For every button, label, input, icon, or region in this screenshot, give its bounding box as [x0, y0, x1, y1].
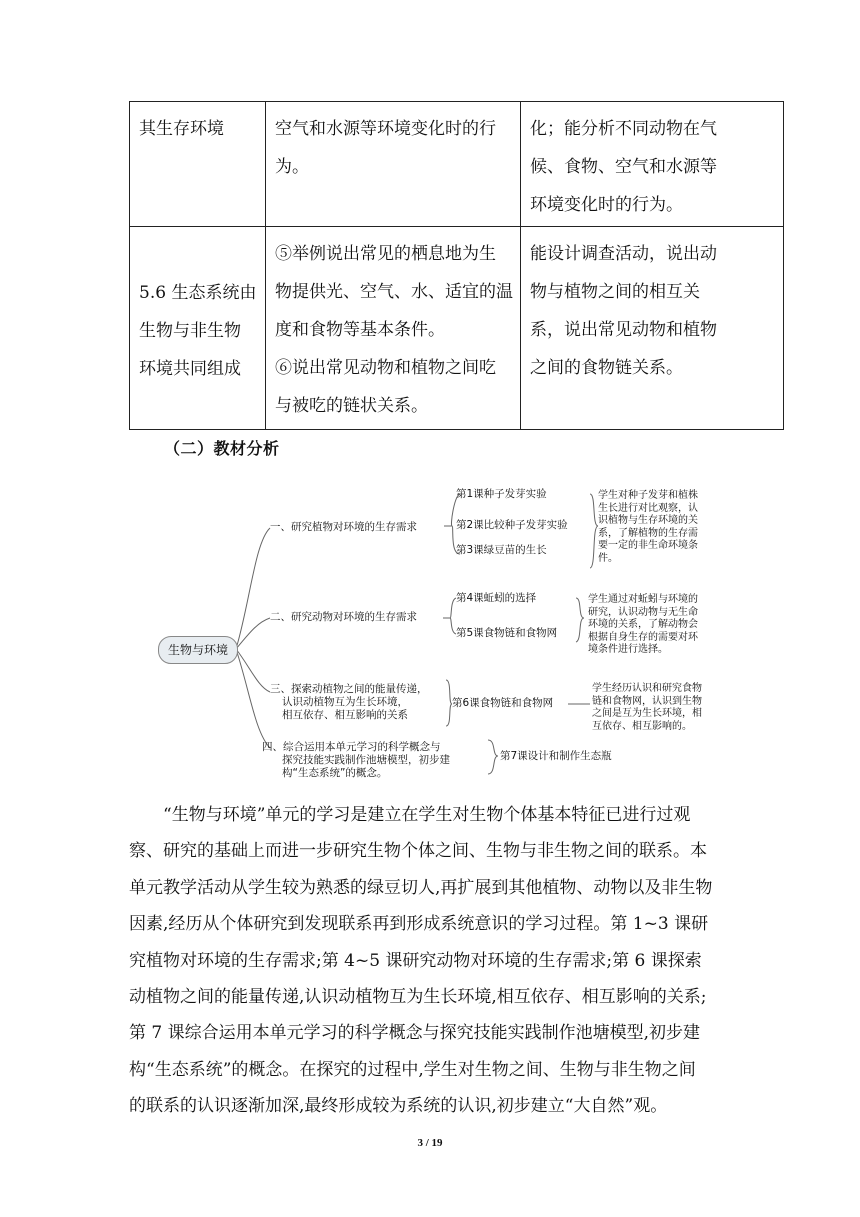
- connector-line: [236, 649, 270, 748]
- title-line: 构“生态系统”的概念。: [282, 767, 388, 779]
- desc-line: 境条件进行选择。: [588, 644, 668, 655]
- paragraph-line: “生物与环境”单元的学习是建立在学生对生物个体基本特征已进行过观: [163, 805, 691, 825]
- desc-line: 根据自身生存的需要对环: [588, 631, 698, 643]
- desc-line: 之间是互为生长环境，相: [592, 708, 702, 719]
- desc-line: 互依存、相互影响的。: [592, 720, 692, 732]
- lesson-item: 第3课绿豆苗的生长: [456, 544, 547, 556]
- brace: [488, 740, 498, 774]
- paragraph-line: 构“生态系统”的概念。在探究的过程中,学生对生物之间、生物与非生物之间: [129, 1059, 696, 1080]
- desc-line: 学生通过对蚯蚓与环境的: [588, 594, 698, 605]
- branch-1-title: 一、研究植物对环境的生存需求: [270, 521, 417, 533]
- table-cell: [130, 102, 266, 227]
- lesson-item: 第5课食物链和食物网: [456, 627, 558, 639]
- brace: [590, 494, 598, 568]
- mindmap: [150, 482, 750, 792]
- desc-line: 研究，认识动物与无生命: [588, 606, 698, 618]
- paragraph-line: 单元教学活动从学生较为熟悉的绿豆切人,再扩展到其他植物、动物以及非生物: [129, 877, 713, 898]
- desc-line: 链和食物网，认识到生物: [592, 695, 702, 707]
- title-line: 认识动植物互为生长环境，: [282, 696, 408, 708]
- page-number: 3 / 19: [417, 1137, 443, 1149]
- cell-text: 之间的食物链关系。: [530, 358, 683, 378]
- paragraph-line: 的联系的认识逐渐加深,最终形成较为系统的认识,初步建立“大自然”观。: [129, 1096, 668, 1117]
- cell-text: 系，说出常见动物和植物: [530, 320, 717, 340]
- title-line: 四、综合运用本单元学习的科学概念与: [262, 741, 441, 753]
- table-row: [130, 102, 784, 227]
- table-cell: [521, 227, 784, 430]
- lesson-item: 第1课种子发芽实验: [456, 488, 547, 500]
- cell-text: 与被吃的链状关系。: [275, 396, 428, 416]
- lesson-item: 第6课食物链和食物网: [452, 697, 554, 709]
- cell-text: 5.6 生态系统由: [139, 283, 257, 303]
- table-row: [130, 227, 784, 430]
- cell-text: 为。: [275, 157, 309, 177]
- lesson-item: 第2课比较种子发芽实验: [456, 519, 568, 531]
- paragraph-line: 察、研究的基础上而进一步研究生物个体之间、生物与非生物之间的联系。本: [129, 841, 707, 862]
- branch-4-title: [262, 741, 450, 780]
- cell-text: 环境变化时的行为。: [530, 195, 683, 215]
- title-line: 相互依存、相互影响的关系: [282, 709, 408, 721]
- desc-line: 学生经历认识和研究食物: [592, 683, 702, 694]
- desc-line: 环境的关系，了解动物会: [588, 619, 698, 630]
- table-cell: [130, 227, 266, 430]
- cell-text: 物提供光、空气、水、适宜的温: [275, 282, 513, 302]
- branch-3-title: [270, 683, 428, 722]
- mindmap-root: 生物与环境: [158, 636, 238, 664]
- connector-line: [236, 649, 270, 692]
- desc-line: 生长进行对比观察，认: [598, 502, 698, 514]
- paragraph-line: 因素,经历从个体研究到发现联系再到形成系统意识的学习过程。第 1~3 课研: [129, 914, 709, 935]
- cell-text: 生物与非生物: [139, 321, 241, 341]
- table-cell: [266, 227, 521, 430]
- branch-3-description: [592, 683, 702, 733]
- cell-text: 空气和水源等环境变化时的行: [275, 119, 496, 139]
- cell-text: ⑤举例说出常见的栖息地为生: [275, 244, 496, 264]
- connector-line: [236, 618, 270, 649]
- title-line: 三、探索动植物之间的能量传递，: [270, 683, 428, 695]
- standards-table: [129, 101, 784, 430]
- connector-line: [236, 528, 270, 649]
- cell-text: 度和食物等基本条件。: [275, 320, 445, 340]
- cell-text: 其生存环境: [139, 119, 224, 139]
- desc-line: 件。: [598, 552, 618, 564]
- cell-text: ⑥说出常见动物和植物之间吃: [275, 358, 496, 378]
- cell-text: 能设计调查活动，说出动: [530, 244, 717, 264]
- desc-line: 识植物与生存环境的关: [598, 515, 698, 526]
- cell-text: 环境共同组成: [139, 359, 241, 379]
- body-paragraph: [129, 797, 761, 1125]
- cell-text: 物与植物之间的相互关: [530, 282, 700, 302]
- title-line: 探究技能实践制作池塘模型，初步建: [282, 754, 450, 766]
- brace: [443, 598, 456, 634]
- table-cell: [266, 102, 521, 227]
- brace: [576, 598, 584, 642]
- paragraph-line: 第 7 课综合运用本单元学习的科学概念与探究技能实践制作池塘模型,初步建: [129, 1023, 701, 1044]
- lesson-item: 第7课设计和制作生态瓶: [500, 750, 612, 762]
- table-cell: [521, 102, 784, 227]
- desc-line: 要一定的非生命环境条: [598, 540, 698, 551]
- desc-line: 学生对种子发芽和植株: [598, 490, 698, 501]
- paragraph-line: 究植物对环境的生存需求;第 4~5 课研究动物对环境的生存需求;第 6 课探索: [129, 950, 702, 971]
- branch-2-title: 二、研究动物对环境的生存需求: [270, 611, 417, 623]
- section-heading: （二）教材分析: [164, 439, 280, 458]
- cell-text: 化；能分析不同动物在气: [530, 119, 717, 139]
- branch-1-description: [598, 490, 698, 565]
- lesson-item: 第4课蚯蚓的选择: [456, 592, 537, 604]
- paragraph-line: 动植物之间的能量传递,认识动植物互为生长环境,相互依存、相互影响的关系;: [129, 987, 707, 1008]
- branch-2-description: [588, 594, 698, 657]
- desc-line: 系，了解植物的生存需: [598, 527, 698, 539]
- cell-text: 候、食物、空气和水源等: [530, 157, 717, 177]
